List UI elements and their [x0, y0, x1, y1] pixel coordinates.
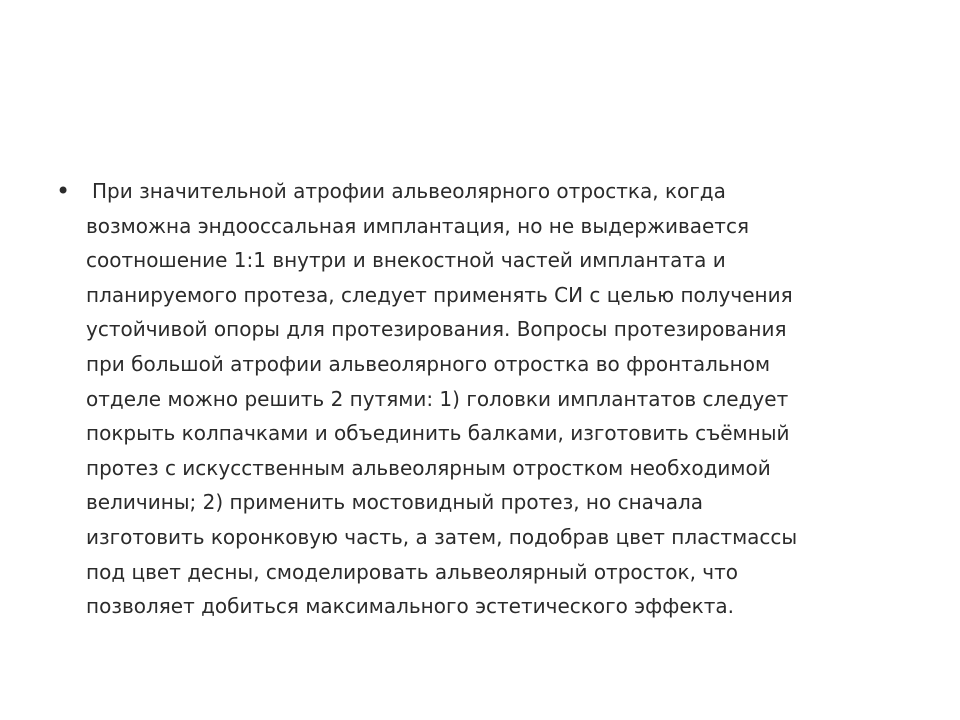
text-line-4: планируемого протеза, следует применять СИ с целью получения: [86, 282, 793, 307]
text-line-6: при большой атрофии альвеолярного отростка во фронтальном: [86, 351, 771, 376]
text-line-12: под цвет десны, смоделировать альвеолярный отросток, что: [86, 559, 739, 584]
text-line-3: соотношение 1:1 внутри и внекостной частей имплантата и: [86, 248, 726, 273]
text-line-13: позволяет добиться максимального эстетического эффекта.: [86, 594, 734, 619]
text-line-10: величины; 2) применить мостовидный протез, но сначала: [86, 490, 704, 515]
bullet-text: [86, 174, 916, 624]
text-line-8: покрыть колпачками и объединить балками, изготовить съёмный: [86, 421, 790, 446]
text-line-5: устойчивой опоры для протезирования. Вопросы протезирования: [86, 317, 787, 342]
text-line-7: отделе можно решить 2 путями: 1) головки имплантатов следует: [86, 386, 789, 411]
text-line-9: протез с искусственным альвеолярным отростком необходимой: [86, 455, 771, 480]
bullet-item: [56, 174, 920, 624]
text-line-2: возможна эндооссальная имплантация, но не выдерживается: [86, 213, 749, 238]
text-line-11: изготовить коронковую часть, а затем, подобрав цвет пластмассы: [86, 524, 798, 549]
bullet-marker: •: [56, 177, 71, 205]
text-line-1: При значительной атрофии альвеолярного отростка, когда: [92, 179, 726, 203]
